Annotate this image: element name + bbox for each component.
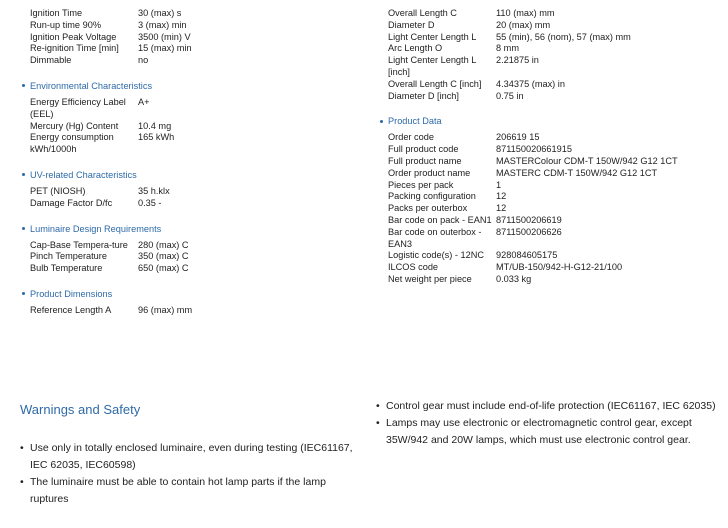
spec-value: 871150020661915	[496, 144, 572, 155]
spec-value: no	[138, 55, 149, 66]
spec-value: 3500 (min) V	[138, 31, 191, 42]
spec-label: Full product code	[388, 144, 459, 155]
spec-row	[388, 91, 718, 103]
spec-value: 4.34375 (max) in	[496, 78, 565, 89]
spec-label: Light Center Length L [inch]	[388, 55, 477, 77]
spec-row	[30, 8, 360, 20]
spec-value: 20 (max) mm	[496, 19, 551, 30]
spec-row	[30, 186, 360, 198]
spec-value: 8 mm	[496, 43, 519, 54]
spec-label: Packing configuration	[388, 191, 476, 202]
spec-label: Full product name	[388, 155, 462, 166]
bullet-icon: •	[376, 417, 380, 429]
section-title: Luminaire Design Requirements	[30, 223, 162, 234]
warnings-title: Warnings and Safety	[20, 402, 141, 417]
spec-value: MT/UB-150/942-H-G12-21/100	[496, 262, 623, 273]
bullet-dot-icon	[380, 120, 383, 123]
spec-label: Cap-Base Tempera-ture	[30, 239, 128, 250]
spec-row	[388, 20, 718, 32]
bullet-dot-icon	[22, 84, 25, 87]
section-heading	[22, 81, 360, 91]
spec-value: 96 (max) mm	[138, 304, 193, 315]
warning-text: Control gear must include end-of-life protection (IEC61167, IEC 62035)	[386, 400, 716, 412]
spec-row	[388, 55, 718, 79]
spec-label: Energy Efficiency Label (EEL)	[30, 96, 126, 119]
spec-value: 110 (max) mm	[496, 8, 555, 18]
spec-label: Bar code on outerbox - EAN3	[388, 226, 482, 249]
spec-label: Logistic code(s) - 12NC	[388, 250, 484, 261]
spec-value: 350 (max) C	[138, 251, 189, 262]
section-title: Product Dimensions	[30, 288, 113, 299]
spec-label: Arc Length O	[388, 43, 443, 54]
spec-row	[388, 274, 718, 286]
warnings-right-list	[376, 398, 721, 449]
spec-value: 35 h.klx	[138, 185, 170, 196]
spec-value: 10.4 mg	[138, 120, 172, 131]
spec-label: Light Center Length L	[388, 31, 477, 42]
warning-text: Use only in totally enclosed luminaire, even during testing (IEC61167, IEC 62035, IEC60598)	[30, 442, 353, 471]
spec-row	[388, 144, 718, 156]
spec-row	[388, 132, 718, 144]
spec-label: ILCOS code	[388, 262, 439, 273]
section-title: Environmental Characteristics	[30, 80, 153, 91]
spec-label: Packs per outerbox	[388, 203, 468, 214]
warning-text: The luminaire must be able to contain hot lamp parts if the lamp ruptures	[30, 476, 326, 505]
spec-label: Energy consumption kWh/1000h	[30, 132, 114, 155]
spec-row	[30, 198, 360, 210]
spec-value: 2.21875 in	[496, 55, 539, 66]
spec-row	[388, 79, 718, 91]
spec-value: MASTERC CDM-T 150W/942 G12 1CT	[496, 167, 658, 178]
spec-label: PET (NIOSH)	[30, 185, 86, 196]
spec-row	[30, 20, 360, 32]
spec-row	[30, 32, 360, 44]
spec-value: 206619 15	[496, 132, 540, 143]
bullet-icon: •	[20, 476, 24, 488]
spec-label: Order product name	[388, 167, 471, 178]
spec-row	[30, 97, 360, 121]
spec-row	[388, 180, 718, 192]
spec-row	[388, 215, 718, 227]
section-heading	[22, 289, 360, 299]
section-heading	[22, 170, 360, 180]
bullet-icon: •	[376, 400, 380, 412]
spec-row	[388, 156, 718, 168]
spec-row	[388, 262, 718, 274]
spec-label: Dimmable	[30, 55, 72, 66]
spec-label: Overall Length C [inch]	[388, 78, 482, 89]
spec-value: 12	[496, 203, 507, 214]
warning-text: Lamps may use electronic or electromagnetic control gear, except 35W/942 and 20W lamps, which must use electronic control gear.	[386, 417, 692, 446]
spec-label: Diameter D	[388, 19, 435, 30]
spec-label: Damage Factor D/fc	[30, 197, 113, 208]
bullet-dot-icon	[22, 173, 25, 176]
spec-value: 280 (max) C	[138, 239, 189, 250]
section-title: Product Data	[388, 116, 442, 127]
spec-row	[30, 240, 360, 252]
spec-label: Ignition Peak Voltage	[30, 31, 117, 42]
right-spec-column	[388, 8, 718, 286]
spec-label: Re-ignition Time [min]	[30, 43, 119, 54]
spec-label: Bar code on pack - EAN1	[388, 214, 492, 225]
spec-row	[30, 55, 360, 67]
spec-value: 8711500206619	[496, 214, 562, 225]
spec-value: 650 (max) C	[138, 263, 189, 274]
section-heading	[380, 116, 718, 126]
spec-label: Bulb Temperature	[30, 263, 103, 274]
spec-row	[388, 32, 718, 44]
spec-row	[388, 8, 718, 20]
spec-value: 0.35 -	[138, 197, 162, 208]
spec-row	[388, 250, 718, 262]
bullet-icon: •	[20, 442, 24, 454]
left-top-rows	[30, 8, 360, 67]
spec-label: Pieces per pack	[388, 179, 454, 190]
spec-label: Diameter D [inch]	[388, 90, 459, 101]
spec-value: 165 kWh	[138, 132, 175, 143]
spec-value: 0.033 kg	[496, 273, 532, 284]
spec-row	[30, 121, 360, 133]
spec-row	[30, 132, 360, 156]
spec-row	[30, 251, 360, 263]
spec-value: 3 (max) min	[138, 19, 187, 30]
spec-row	[388, 168, 718, 180]
spec-label: Pinch Temperature	[30, 251, 107, 262]
spec-value: MASTERColour CDM-T 150W/942 G12 1CT	[496, 155, 678, 166]
spec-value: A+	[138, 96, 150, 107]
section-heading	[22, 224, 360, 234]
list-item	[20, 474, 360, 508]
warnings-left-list	[20, 440, 360, 508]
section-title: UV-related Characteristics	[30, 169, 137, 180]
spec-row	[30, 43, 360, 55]
list-item	[20, 440, 360, 474]
spec-label: Net weight per piece	[388, 273, 472, 284]
spec-value: 12	[496, 191, 507, 202]
spec-label: Overall Length C	[388, 8, 457, 18]
spec-row	[30, 263, 360, 275]
spec-label: Run-up time 90%	[30, 19, 101, 30]
spec-label: Ignition Time	[30, 8, 83, 18]
spec-value: 0.75 in	[496, 90, 524, 101]
spec-row	[388, 43, 718, 55]
list-item	[376, 415, 721, 449]
left-spec-column	[30, 8, 360, 317]
spec-value: 30 (max) s	[138, 8, 182, 18]
spec-row	[388, 203, 718, 215]
spec-value: 55 (min), 56 (nom), 57 (max) mm	[496, 31, 631, 42]
list-item	[376, 398, 721, 415]
spec-value: 1	[496, 179, 502, 190]
spec-row	[30, 305, 360, 317]
spec-value: 928084605175	[496, 250, 558, 261]
bullet-dot-icon	[22, 292, 25, 295]
spec-label: Reference Length A	[30, 304, 112, 315]
spec-value: 8711500206626	[496, 226, 562, 237]
spec-value: 15 (max) min	[138, 43, 192, 54]
bullet-dot-icon	[22, 227, 25, 230]
spec-label: Mercury (Hg) Content	[30, 120, 119, 131]
spec-row	[388, 227, 718, 251]
spec-row	[388, 191, 718, 203]
spec-label: Order code	[388, 132, 434, 143]
